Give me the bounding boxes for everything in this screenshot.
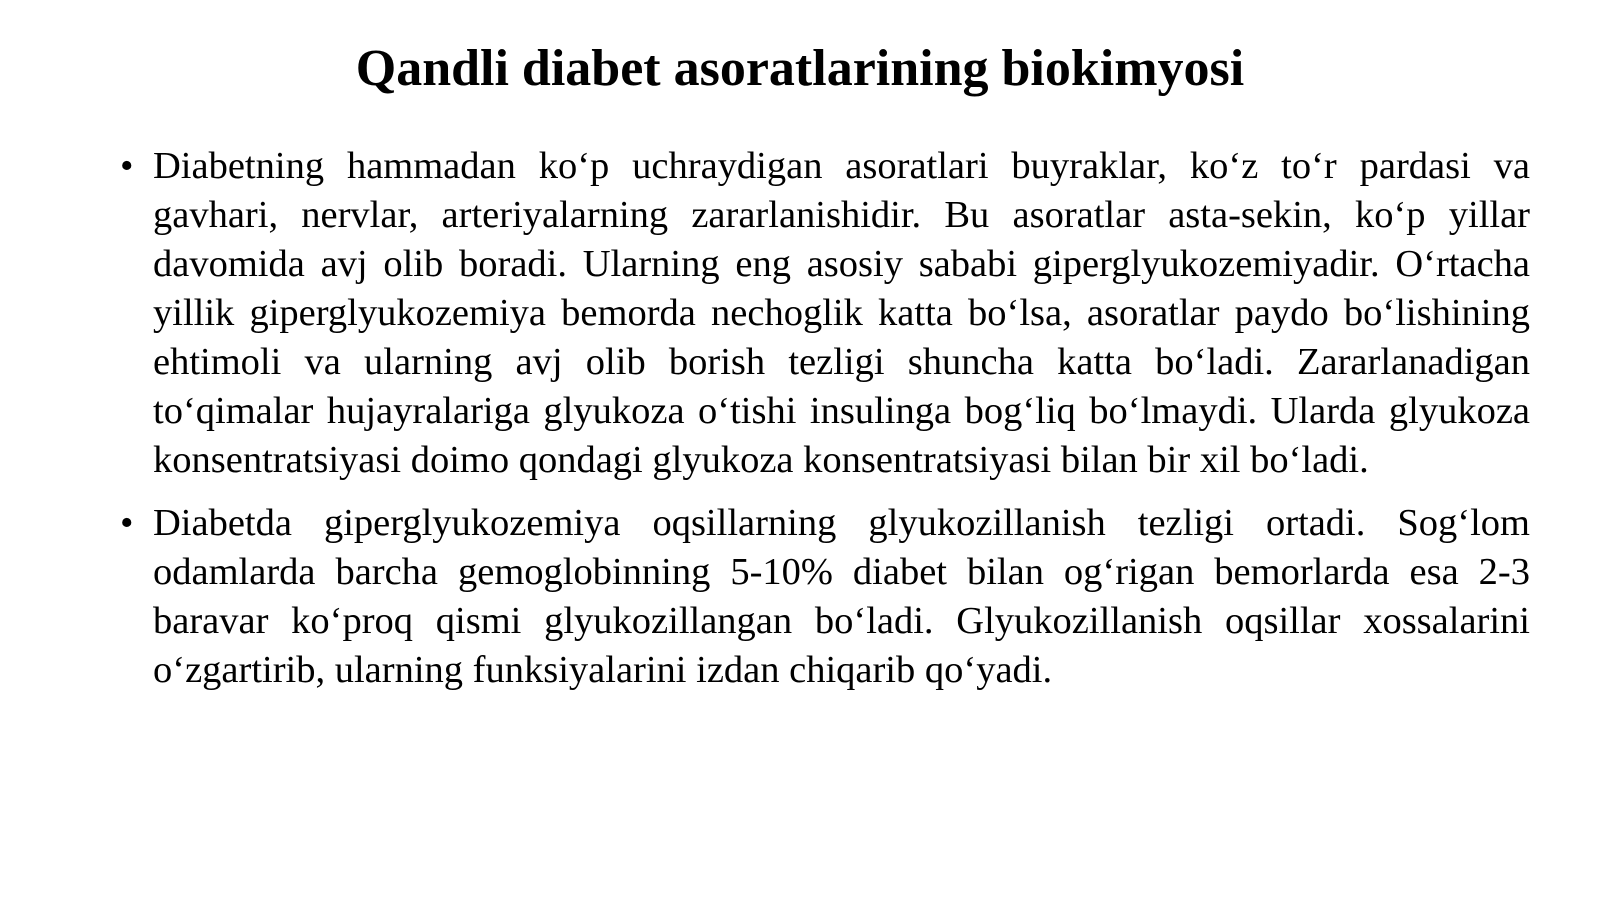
bullet-dot-icon: • xyxy=(120,502,134,544)
bullet-dot-icon: • xyxy=(120,145,134,187)
bullet-text-2: Diabetda giperglyukozemiya oqsillarning glyukozillanish tezligi ortadi. Sog‘lom odamlarda barcha gemoglobinning 5-10% diabet bilan og‘rigan bemorlarda esa 2-3 baravar ko‘proq qismi glyukozillangan bo‘ladi. Glyukozillanish oqsillar xossalarini o‘zgartirib, ularning funksiyalarini izdan chiqarib qo‘yadi. xyxy=(153,502,1530,691)
bullet-text-1: Diabetning hammadan ko‘p uchraydigan asoratlari buyraklar, ko‘z to‘r pardasi va gavhari, nervlar, arteriyalarning zararlanishidir. Bu asoratlar asta-sekin, ko‘p yillar davomida avj olib boradi. Ularning eng asosiy sababi giperglyukozemiyadir. O‘rtacha yillik giperglyukozemiya bemorda nechoglik katta bo‘lsa, asoratlar paydo bo‘lishining ehtimoli va ularning avj olib borish tezligi shuncha katta bo‘ladi. Zararlanadigan to‘qimalar hujayralariga glyukoza o‘tishi insulinga bog‘liq bo‘lmaydi. Ularda glyukoza konsentratsiyasi doimo qondagi glyukoza konsentratsiyasi bilan bir xil bo‘ladi. xyxy=(153,145,1530,481)
bullet-list xyxy=(120,142,1530,709)
bullet-item-1 xyxy=(120,142,1530,485)
slide-title: Qandli diabet asoratlarining biokimyosi xyxy=(355,40,1245,97)
bullet-item-2 xyxy=(120,499,1530,695)
